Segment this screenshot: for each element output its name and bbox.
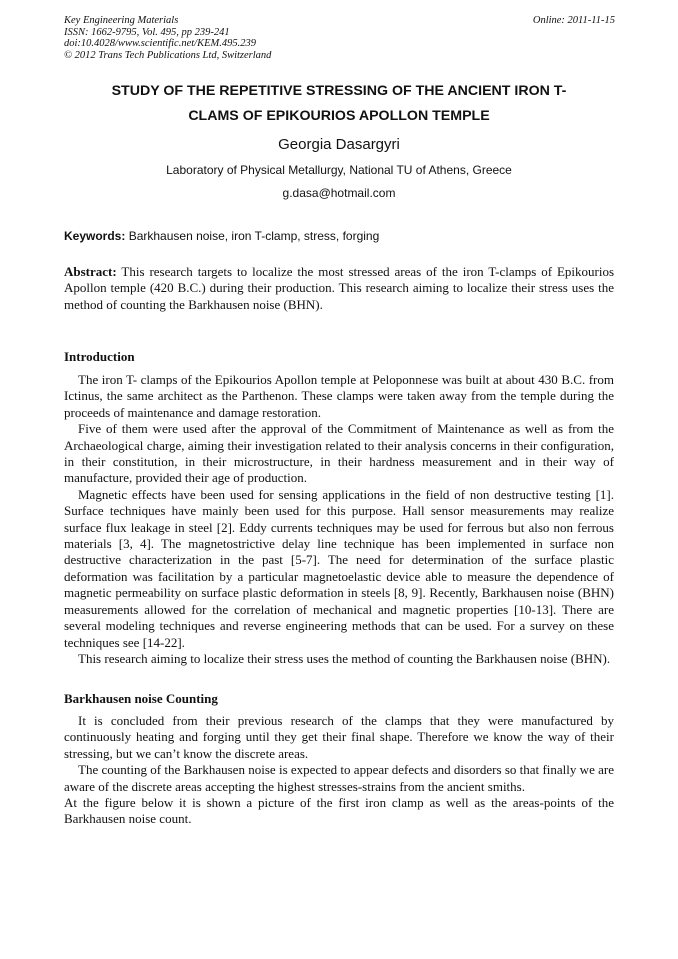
journal-copyright: © 2012 Trans Tech Publications Ltd, Switzerland — [64, 49, 272, 61]
author: Georgia Dasargyri — [278, 136, 400, 153]
journal-doi: doi:10.4028/www.scientific.net/KEM.495.239 — [64, 38, 256, 49]
barkhausen-section — [64, 713, 614, 828]
journal-issn: ISSN: 1662-9795, Vol. 495, pp 239-241 — [64, 26, 230, 38]
introduction-heading: Introduction — [64, 349, 135, 364]
barkhausen-closing: At the figure below it is shown a picture of the first iron clamp as well as the areas-points of the Barkhausen noise count. — [64, 795, 614, 827]
journal-header — [64, 15, 271, 61]
title-line-1: STUDY OF THE REPETITIVE STRESSING OF THE ANCIENT IRON T- — [111, 83, 567, 99]
abstract — [64, 264, 614, 313]
journal-name: Key Engineering Materials — [64, 15, 179, 26]
barkhausen-paragraph: The counting of the Barkhausen noise is expected to appear defects and disorders so that finally we are aware of the discrete areas accepting the highest stresses-strains from the ancient smiths. — [64, 762, 614, 794]
barkhausen-heading: Barkhausen noise Counting — [64, 691, 218, 706]
intro-paragraph: This research aiming to localize their stress uses the method of counting the Barkhausen noise (BHN). — [78, 650, 611, 666]
intro-paragraph: Five of them were used after the approval of the Commitment of Maintenance as well as from the Archaeological charge, aiming their investigation related to their analysis concerns in their configuration, in their constitution, in their microstructure, in their hardness measurement and in their way of manufacture, provided their age of production. — [64, 421, 614, 486]
intro-paragraph: The iron T- clamps of the Epikourios Apollon temple at Peloponnese was built at about 430 B.C. from Ictinus, the same architect as the Parthenon. These clamps were taken away from the temple during the proceeds of maintenance and damage restoration. — [64, 372, 614, 420]
paper-title — [64, 79, 614, 129]
online-date: Online: 2011-11-15 — [532, 15, 615, 26]
introduction-section — [64, 372, 614, 667]
keywords-label: Keywords: — [64, 229, 126, 243]
keywords — [64, 229, 614, 243]
abstract-label: Abstract: — [64, 264, 117, 279]
title-line-2: CLAMS OF EPIKOURIOS APOLLON TEMPLE — [188, 108, 490, 124]
abstract-text: This research targets to localize the most stressed areas of the iron T-clamps of Epikourios Apollon temple (420 B.C.) during their production. This research aiming to localize their stress uses the method of counting the Barkhausen noise (BHN). — [64, 264, 615, 312]
author-email: g.dasa@hotmail.com — [282, 186, 396, 200]
intro-paragraph: Magnetic effects have been used for sensing applications in the field of non destructive testing [1]. Surface techniques have mainly been used for this purpose. Hall sensor measurements may realize surface flux leakage in steel [2]. Eddy currents techniques may be used for ferrous but also non ferrous materials [3, 4]. The magnetostrictive delay line technique has been implemented in surface non destructive characterization in the past [5-7]. The need for determination of the surface plastic deformation was facilitation by a particular magnetoelastic device able to measure the dependence of magnetic permeability on surface plastic deformation in steels [8, 9]. Recently, Barkhausen noise (BHN) measurements allowed for the correlation of mechanical and magnetic properties [10-13]. There are several modeling techniques and reverse engineering methods that can be used. For a survey on these techniques see [14-22]. — [64, 486, 614, 650]
affiliation: Laboratory of Physical Metallurgy, National TU of Athens, Greece — [166, 163, 512, 177]
barkhausen-paragraph: It is concluded from their previous research of the clamps that they were manufactured by continuously heating and forging until they get their final shape. Therefore we know the way of their stressing, but we can’t know the discrete areas. — [64, 713, 614, 761]
keywords-text: Barkhausen noise, iron T-clamp, stress, forging — [128, 229, 380, 243]
